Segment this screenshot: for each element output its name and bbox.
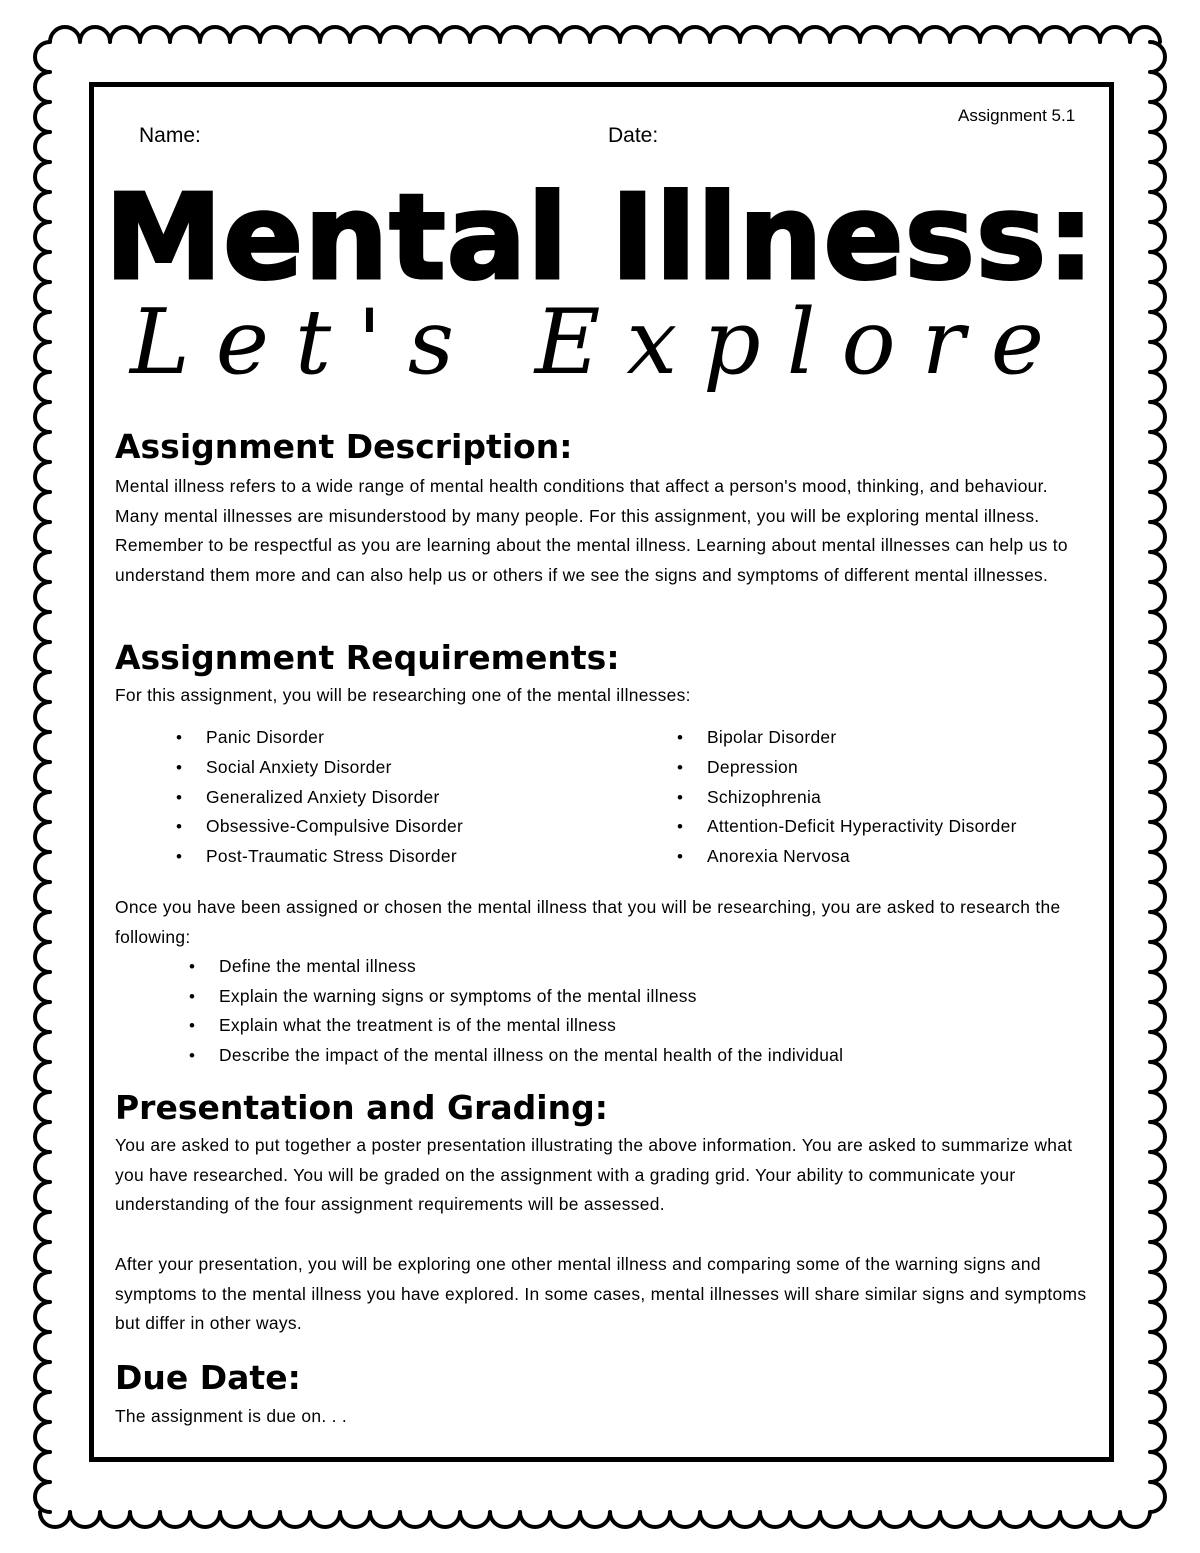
name-label: Name: (139, 124, 201, 147)
list-item: • Post-Traumatic Stress Disorder (176, 842, 656, 872)
list-item: • Explain what the treatment is of the mental illness (189, 1011, 1069, 1041)
research-intro: Once you have been assigned or chosen the mental illness that you will be researching, you are asked to research the following: (115, 897, 1061, 947)
list-item: • Panic Disorder (176, 723, 656, 753)
illness-list-right (677, 723, 1097, 872)
list-item: • Define the mental illness (189, 952, 1069, 982)
list-item: • Social Anxiety Disorder (176, 753, 656, 783)
list-item: • Bipolar Disorder (677, 723, 1097, 753)
list-item: • Anorexia Nervosa (677, 842, 1097, 872)
date-label: Date: (608, 124, 659, 147)
page-subtitle: Let's Explore (129, 290, 1071, 395)
description-body: Mental illness refers to a wide range of mental health conditions that affect a person's mood, thinking, and behaviour. Many mental illnesses are misunderstood by many people. For this assignment, you will be exploring mental illness. Remember to be respectful as you are learning about the mental illness. Learning about mental illnesses can help us to understand them more and can also help us or others if we see the signs and symptoms of different mental illnesses. (115, 476, 1068, 585)
requirements-intro: For this assignment, you will be researching one of the mental illnesses: (115, 685, 691, 705)
list-item: • Explain the warning signs or symptoms of the mental illness (189, 982, 1069, 1012)
page-title: Mental Illness: (104, 168, 1096, 306)
description-heading: Assignment Description: (115, 427, 573, 466)
presentation-para-1: You are asked to put together a poster presentation illustrating the above information. You are asked to summarize what you have researched. You will be graded on the assignment with a grading grid. Your ability to communicate your understanding of the four assignment requirements will be assessed. (115, 1135, 1073, 1214)
presentation-para-2: After your presentation, you will be exploring one other mental illness and comparing some of the warning signs and symptoms to the mental illness you have explored. In some cases, mental illnesses will share similar signs and symptoms but differ in other ways. (115, 1254, 1087, 1333)
list-item: • Obsessive-Compulsive Disorder (176, 812, 656, 842)
list-item: • Depression (677, 753, 1097, 783)
list-item: • Attention-Deficit Hyperactivity Disorder (677, 812, 1097, 842)
requirements-heading: Assignment Requirements: (115, 638, 620, 677)
list-item: • Generalized Anxiety Disorder (176, 783, 656, 813)
due-date-text: The assignment is due on. . . (115, 1406, 348, 1426)
presentation-heading: Presentation and Grading: (115, 1088, 608, 1127)
list-item: • Describe the impact of the mental illness on the mental health of the individual (189, 1041, 1069, 1071)
list-item: • Schizophrenia (677, 783, 1097, 813)
due-date-heading: Due Date: (115, 1358, 301, 1397)
assignment-number: Assignment 5.1 (958, 106, 1076, 125)
illness-list-left (176, 723, 656, 872)
research-list (189, 952, 1069, 1070)
